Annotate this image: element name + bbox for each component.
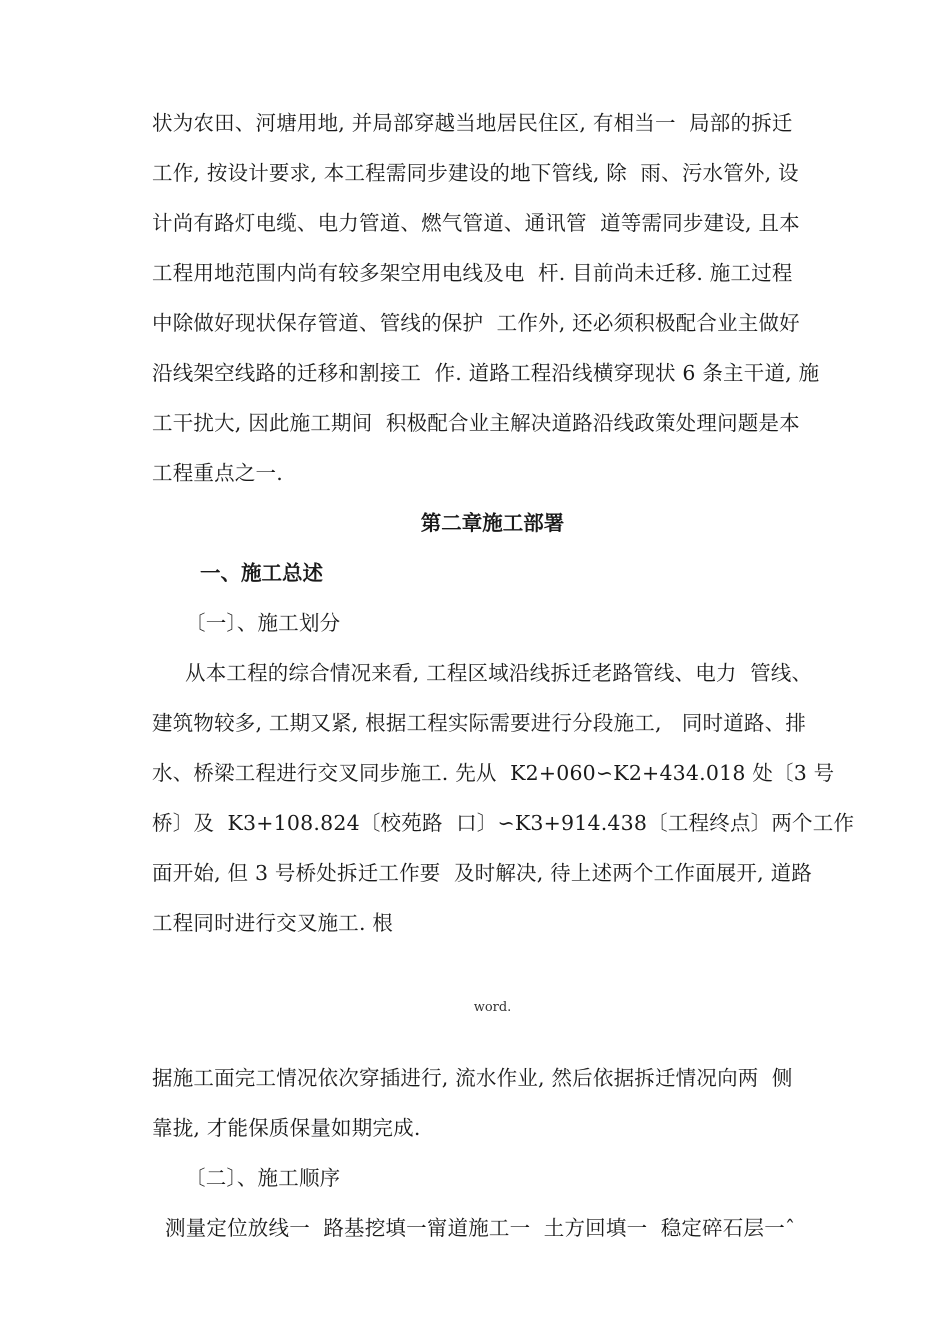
section-title: 一、施工总述 <box>200 561 323 585</box>
subsection-title: 〔一〕、施工划分 <box>185 611 341 635</box>
body-text-line: 工程用地范围内尚有较多架空用电线及电 杆. 目前尚未迁移. 施工过程 <box>152 261 793 285</box>
body-text-line: 测量定位放线一 路基挖填一甯道施工一 土方回填一 稳定碎石层一ˆ <box>165 1216 796 1240</box>
body-text-line: 工干扰大, 因此施工期间 积极配合业主解决道路沿线政策处理问题是本 <box>152 411 800 435</box>
body-text-line: 从本工程的综合情况来看, 工程区域沿线拆迁老路管线、电力 管线、 <box>185 661 813 685</box>
body-text-line: 状为农田、河塘用地, 并局部穿越当地居民住区, 有相当一 局部的拆迁 <box>152 111 793 135</box>
chapter-title: 第二章施工部署 <box>420 511 565 535</box>
body-text-line: 建筑物较多, 工期又紧, 根据工程实际需要进行分段施工, 同时道路、排 <box>152 711 807 735</box>
body-text-line: 中除做好现状保存管道、管线的保护 工作外, 还必须积极配合业主做好 <box>152 311 800 335</box>
body-text-line: 计尚有路灯电缆、电力管道、燃气管道、通讯管 道等需同步建设, 且本 <box>152 211 800 235</box>
subsection-title: 〔二〕、施工顺序 <box>185 1166 341 1190</box>
body-text-line: 工程同时进行交叉施工. 根 <box>152 911 394 935</box>
body-text-line: 水、桥梁工程进行交叉同步施工. 先从 K2+060∽K2+434.018 处〔3 号 <box>152 761 835 785</box>
body-text-line: 工作, 按设计要求, 本工程需同步建设的地下管线, 除 雨、污水管外, 设 <box>152 161 799 185</box>
body-text-line: 工程重点之一. <box>152 461 283 485</box>
body-text-line: 沿线架空线路的迁移和割接工 作. 道路工程沿线横穿现状 6 条主干道, 施 <box>152 361 820 385</box>
body-text-line: 面开始, 但 3 号桥处拆迁工作要 及时解决, 待上述两个工作面展开, 道路 <box>152 861 813 885</box>
body-text-line: 靠拢, 才能保质保量如期完成. <box>152 1116 421 1140</box>
body-text-line: 据施工面完工情况依次穿插进行, 流水作业, 然后依据拆迁情况向两 侧 <box>152 1066 793 1090</box>
body-text-line: 桥〕及 K3+108.824〔校苑路 口〕∽K3+914.438〔工程终点〕两个工作 <box>152 811 855 835</box>
page-footer: word. <box>473 1000 512 1015</box>
